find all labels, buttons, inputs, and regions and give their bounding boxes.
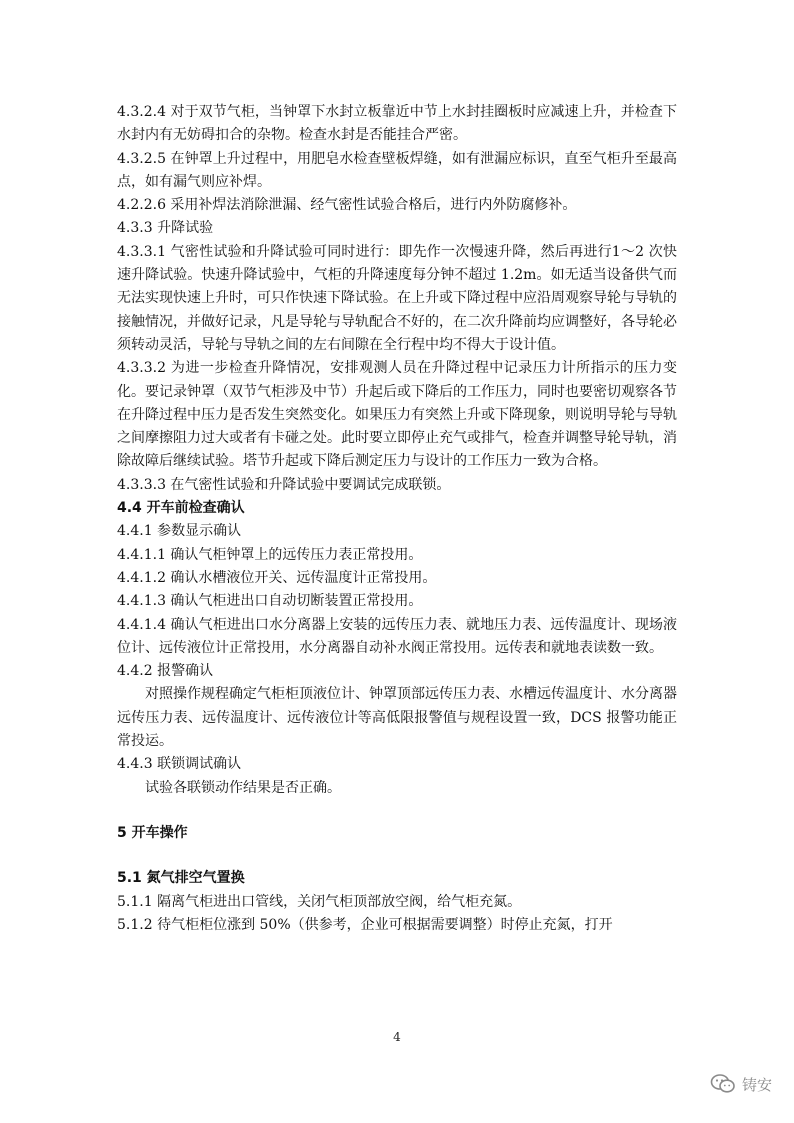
paragraph: 4.4.1.4 确认气柜进出口水分离器上安装的远传压力表、就地压力表、远传温度计、现场液位计、远传液位计正常投用，水分离器自动补水阀正常投用。远传表和就地表读数一致。 (117, 616, 677, 656)
paragraph: 4.4.1.3 确认气柜进出口自动切断装置正常投用。 (117, 593, 423, 610)
paragraph: 4.4.1 参数显示确认 (117, 523, 242, 540)
page-number: 4 (393, 1030, 401, 1044)
document-body (117, 101, 677, 937)
section-heading: 4.4 开车前检查确认 (117, 500, 245, 517)
paragraph: 4.3.3.3 在气密性试验和升降试验中要调试完成联锁。 (117, 476, 451, 493)
paragraph: 4.4.3 联锁调试确认 (117, 756, 242, 773)
section-heading: 5.1 氮气排空气置换 (117, 870, 245, 887)
paragraph: 4.4.1.2 确认水槽液位开关、远传温度计正常投用。 (117, 569, 437, 586)
wechat-icon (710, 1073, 736, 1095)
paragraph-spacer (117, 800, 677, 822)
paragraph: 4.2.2.6 采用补焊法消除泄漏、经气密性试验合格后，进行内外防腐修补。 (117, 197, 577, 214)
paragraph: 4.3.3 升降试验 (117, 220, 214, 237)
paragraph-spacer (117, 845, 677, 867)
paragraph: 5.1.1 隔离气柜进出口管线，关闭气柜顶部放空阀，给气柜充氮。 (117, 893, 522, 910)
paragraph: 4.3.3.1 气密性试验和升降试验可同时进行：即先作一次慢速升降，然后再进行1～2 次快速升降试验。快速升降试验中，气柜的升降速度每分钟不超过 1.2m。如无适当设备供气而无法实现快速上升时，可只作快速下降试验。在上升或下降过程中应沿周观察导轮与导轨的接触情况，并做好记录，凡是导轮与导轨配合不好的，在二次升降前均应调整好，各导轮必须转动灵活，导轮与导轨之间的左右间隙在全行程中均不得大于设计值。 (117, 243, 677, 353)
paragraph: 4.4.2 报警确认 (117, 663, 214, 680)
paragraph: 4.4.1.1 确认气柜钟罩上的远传压力表正常投用。 (117, 546, 423, 563)
paragraph: 5.1.2 待气柜柜位涨到 50%（供参考，企业可根据需要调整）时停止充氮，打开 (117, 916, 613, 933)
paragraph: 4.3.2.5 在钟罩上升过程中，用肥皂水检查壁板焊缝，如有泄漏应标识，直至气柜升至最高点，如有漏气则应补焊。 (117, 150, 677, 190)
watermark (710, 1073, 772, 1095)
paragraph: 对照操作规程确定气柜柜顶液位计、钟罩顶部远传压力表、水槽远传温度计、水分离器远传压力表、远传温度计、远传液位计等高低限报警值与规程设置一致，DCS 报警功能正常投运。 (117, 686, 677, 750)
paragraph: 试验各联锁动作结果是否正确。 (145, 779, 341, 796)
watermark-text: 铸安 (741, 1075, 772, 1094)
section-heading: 5 开车操作 (117, 824, 188, 841)
paragraph: 4.3.3.2 为进一步检查升降情况，安排观测人员在升降过程中记录压力计所指示的压力变化。要记录钟罩（双节气柜涉及中节）升起后或下降后的工作压力，同时也要密切观察各节在升降过程中压力是否发生突然变化。如果压力有突然上升或下降现象，则说明导轮与导轨之间摩擦阻力过大或者有卡碰之处。此时要立即停止充气或排气，检查并调整导轮导轨，消除故障后继续试验。塔节升起或下降后测定压力与设计的工作压力一致为合格。 (117, 360, 677, 470)
paragraph: 4.3.2.4 对于双节气柜，当钟罩下水封立板靠近中节上水封挂圈板时应减速上升，并检查下水封内有无妨碍扣合的杂物。检查水封是否能挂合严密。 (117, 104, 677, 144)
